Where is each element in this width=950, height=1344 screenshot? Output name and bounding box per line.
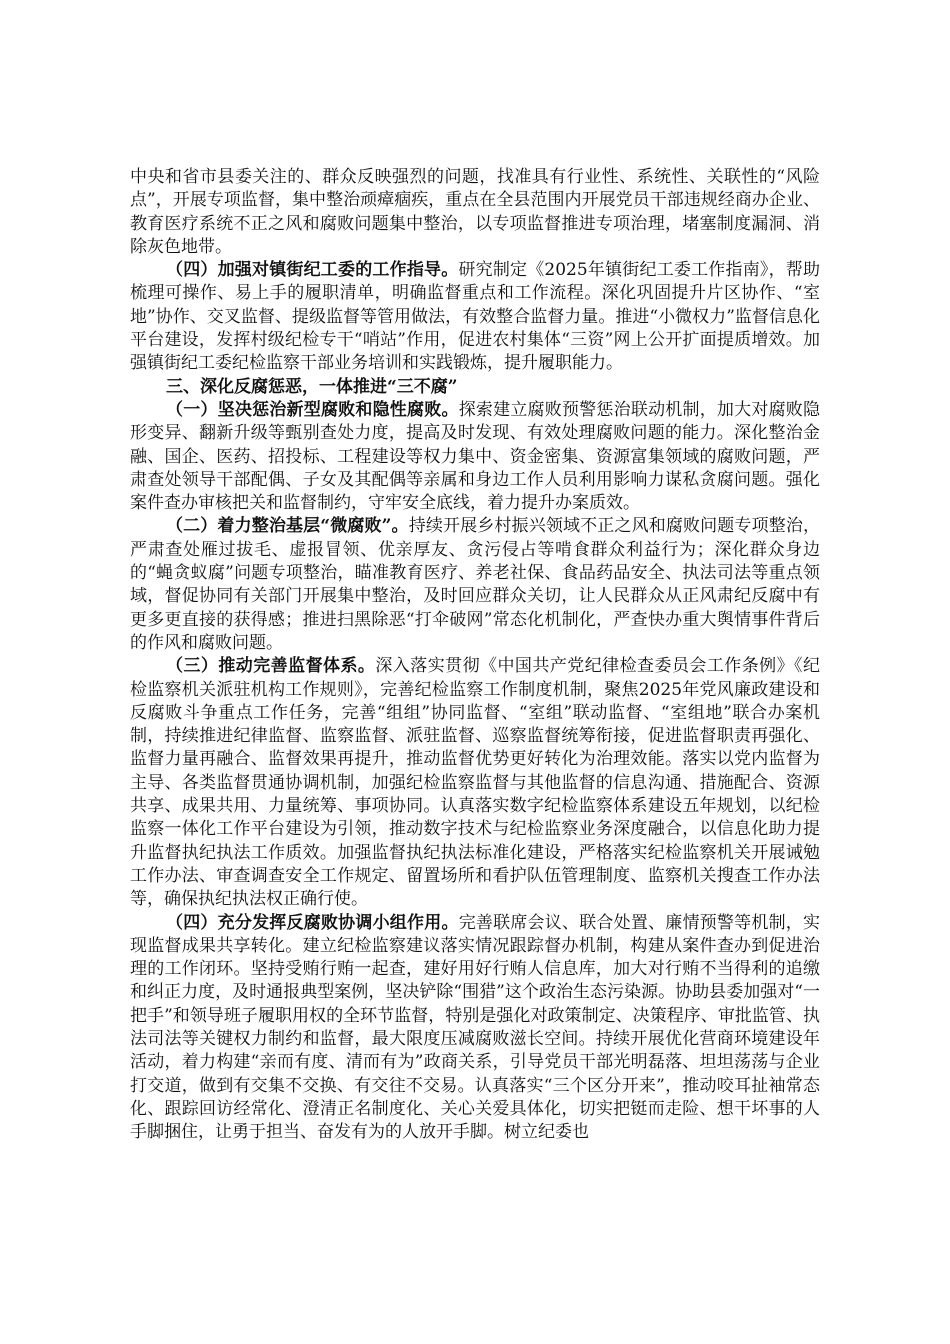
paragraph-text: 深入落实贯彻《中国共产党纪律检查委员会工作条例》《纪检监察机关派驻机构工作规则》，完善纪检监察工作制度机制，聚焦2025年党风廉政建设和反腐败斗争重点工作任务，完善“组组”协同监督、“室组”联动监督、“室组地”联合办案机制，持续推进纪律监督、监察监督、派驻监督、巡察监督统筹衔接，促进监督职责再强化、监督力量再融合、监督效果再提升，推动监督优势更好转化为治理效能。落实以党内监督为主导、各类监督贯通协调机制，加强纪检监察监督与其他监督的信息沟通、措施配合、资源共享、成果共用、力量统筹、事项协同。认真落实数字纪检监察体系建设五年规划，以纪检监察一体化工作平台建设为引领，推动数字技术与纪检监察业务深度融合，以信息化助力提升监督执纪执法工作质效。加强监督执纪执法标准化建设，严格落实纪检监察机关开展诫勉工作办法、审查调查安全工作规定、留置场所和看护队伍管理制度、监察机关搜查工作办法等，确保执纪执法权正确行使。 bbox=[130, 656, 821, 910]
paragraph-lead: （二）着力整治基层“微腐败”。 bbox=[166, 516, 409, 537]
paragraph-text: 完善联席会议、联合处置、廉情预警等机制，实现监督成果共享转化。建立纪检监察建议落实情况跟踪督办机制，构建从案件查办到促进治理的工作闭环。坚持受贿行贿一起查，建好用好行贿人信息库，加大对行贿不当得利的追缴和纠正力度，及时通报典型案例，坚决铲除“围猎”这个政治生态污染源。协助县委加强对“一把手”和领导班子履职用权的全环节监督，特别是强化对政策制定、决策程序、审批监管、执法司法等关键权力制约和监督，最大限度压减腐败滋长空间。持续开展优化营商环境建设年活动，着力构建“亲而有度、清而有为”政商关系，引导党员干部光明磊落、坦坦荡荡与企业打交道，做到有交集不交换、有交往不交易。认真落实“三个区分开来”，推动咬耳扯袖常态化、跟踪回访经常化、澄清正名制度化、关心关爱具体化，切实把铤而走险、想干坏事的人手脚捆住，让勇于担当、奋发有为的人放开手脚。树立纪委也 bbox=[130, 912, 821, 1143]
paragraph-new-corruption bbox=[130, 399, 820, 515]
paragraph-town-guidance bbox=[130, 259, 820, 375]
paragraph-text: 持续开展乡村振兴领域不正之风和腐败问题专项整治，严肃查处雁过拔毛、虚报冒领、优亲厚友、贪污侵占等啃食群众利益行为；深化群众身边的“蝇贪蚁腐”问题专项整治，瞄准教育医疗、养老社保、食品药品安全、执法司法等重点领域，督促协同有关部门开展集中整治，及时回应群众关切，让人民群众从正风肃纪反腐中有更多更直接的获得感；推进扫黑除恶“打伞破网”常态化机制化，严查快办重大舆情事件背后的作风和腐败问题。 bbox=[130, 516, 820, 653]
paragraph-lead: （四）加强对镇街纪工委的工作指导。 bbox=[166, 260, 459, 281]
paragraph-lead: （一）坚决惩治新型腐败和隐性腐败。 bbox=[166, 399, 459, 420]
document-page bbox=[130, 166, 820, 1144]
section-heading: 三、深化反腐惩恶，一体推进“三不腐” bbox=[166, 376, 458, 397]
paragraph-micro-corruption bbox=[130, 515, 820, 655]
paragraph-text: 中央和省市县委关注的、群众反映强烈的问题，找准具有行业性、系统性、关联性的“风险点”，开展专项监督，集中整治顽瘴痼疾，重点在全县范围内开展党员干部违规经商办企业、教育医疗系统不正之风和腐败问题集中整治，以专项监督推进专项治理，堵塞制度漏洞、消除灰色地带。 bbox=[130, 167, 820, 257]
paragraph-coordination-group bbox=[130, 912, 820, 1145]
paragraph-text: 探索建立腐败预警惩治联动机制，加大对腐败隐形变异、翻新升级等甄别查处力度，提高及时发现、有效处理腐败问题的能力。深化整治金融、国企、医药、招投标、工程建设等权力集中、资金密集、资源富集领域的腐败问题，严肃查处领导干部配偶、子女及其配偶等亲属和身边工作人员利用影响力谋私贪腐问题。强化案件查办审核把关和监督制约，守牢安全底线，着力提升办案质效。 bbox=[130, 399, 821, 514]
paragraph-continued bbox=[130, 166, 820, 259]
paragraph-supervision-system bbox=[130, 655, 820, 911]
paragraph-text: 研究制定《2025年镇街纪工委工作指南》，帮助梳理可操作、易上手的履职清单，明确监督重点和工作流程。深化巩固提升片区协作、“室地”协作、交叉监督、提级监督等管用做法，有效整合监督力量。推进“小微权力”监督信息化平台建设，发挥村级纪检专干“哨站”作用，促进农村集体“三资”网上公开扩面提质增效。加强镇街纪工委纪检监察干部业务培训和实践锻炼，提升履职能力。 bbox=[130, 260, 821, 374]
paragraph-lead: （四）充分发挥反腐败协调小组作用。 bbox=[166, 912, 459, 933]
paragraph-lead: （三）推动完善监督体系。 bbox=[166, 656, 376, 677]
